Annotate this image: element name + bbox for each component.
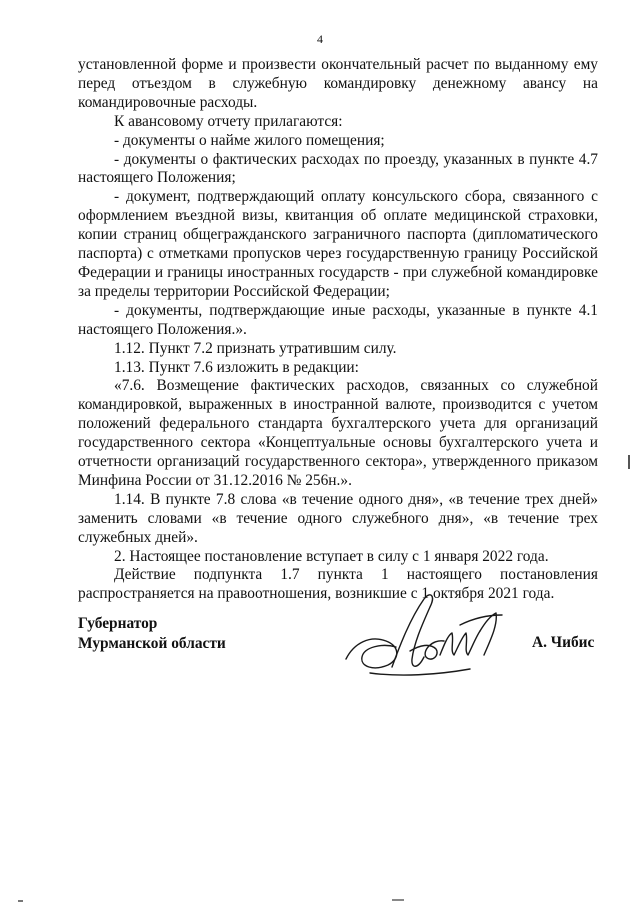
handwritten-signature	[340, 585, 520, 690]
paragraph-list-item: - документы о фактических расходах по проезду, указанных в пункте 4.7 настоящего Положения;	[78, 150, 598, 187]
paragraph-retroactive: Действие подпункта 1.7 пункта 1 настоящего постановления распространяется на правоотношения, возникшие с 1 октября 2021 года.	[78, 566, 598, 603]
paragraph-continuation: установленной форме и произвести окончательный расчет по выданному ему перед отъездом в служебную командировку денежному авансу на командировочные расходы.	[78, 56, 598, 111]
document-body	[78, 56, 598, 604]
paragraph-clause-7-6: «7.6. Возмещение фактических расходов, связанных со служебной командировкой, выраженных в иностранной валюте, производится с учетом положений федерального стандарта бухгалтерского учета для организаций государственного сектора «Концептуальные основы бухгалтерского учета и отчетности организаций государственного сектора», утвержденного приказом Минфина России от 31.12.2016 № 256н.».	[78, 377, 598, 489]
scan-artifact	[18, 900, 23, 902]
signatory-title	[78, 614, 226, 654]
scan-artifact	[392, 899, 404, 901]
paragraph-clause-1-14: 1.14. В пункте 7.8 слова «в течение одного дня», «в течение трех дней» заменить словами «в течение одного служебного дня», «в течение трех служебных дней».	[78, 490, 598, 546]
signatory-title-line1: Губернатор	[78, 615, 158, 632]
paragraph-clause-1-13: 1.13. Пункт 7.6 изложить в редакции:	[114, 358, 359, 376]
paragraph-list-item: - документ, подтверждающий оплату консульского сбора, связанного с оформлением въездной визы, квитанция об оплате медицинской страховки, копии страниц общегражданского заграничного паспорта (дипломатического паспорта) с отметками пропусков через государственную границу Российской Федерации и границы иностранных государств - при служебной командировке за пределы территории Российской Федерации;	[78, 188, 598, 300]
paragraph-effective-date: 2. Настоящее постановление вступает в силу с 1 января 2022 года.	[114, 547, 549, 565]
margin-mark	[628, 455, 630, 469]
paragraph-clause-1-12: 1.12. Пункт 7.2 признать утратившим силу.	[114, 339, 397, 357]
paragraph-list-item: - документы, подтверждающие иные расходы, указанные в пункте 4.1 настоящего Положения.».	[78, 301, 598, 338]
paragraph-list-item: - документы о найме жилого помещения;	[114, 131, 385, 149]
paragraph-attachments-intro: К авансовому отчету прилагаются:	[114, 112, 343, 130]
signatory-title-line2: Мурманской области	[78, 635, 226, 652]
signatory-name: А. Чибис	[532, 634, 595, 651]
page-number: 4	[317, 32, 323, 46]
